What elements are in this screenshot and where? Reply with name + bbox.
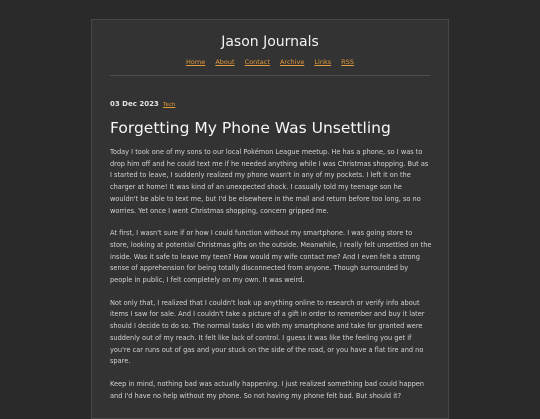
header-divider xyxy=(110,75,430,76)
main-nav xyxy=(92,58,448,66)
post-paragraph: At first, I wasn't sure if or how I could function without my smartphone. I was going store to store, looking at potential Christmas gifts on the outside. Meanwhile, I really felt unsettled on the inside. Was it safe to leave my teen? How would my wife contact me? And I even felt a strong sense of apprehension for being totally disconnected from anyone. Though surrounded by people in public, I felt completely on my own. It was weird. xyxy=(110,229,432,285)
post-meta xyxy=(110,100,175,108)
page-container xyxy=(91,19,449,419)
post-tag-link[interactable]: Tech xyxy=(163,102,176,108)
post-paragraph: Today I took one of my sons to our local Pokémon League meetup. He has a phone, so I was to drop him off and he could text me if he needed anything while I was Christmas shopping. But as I started to leave, I suddenly realized my phone wasn't in any of my pockets. I left it on the charger at home! It was kind of an unexpected shock. I casually told my teenage son he wouldn't be able to text me, but I'd be elsewhere in the mall and return before too long, so no worries. Yet once I went Christmas shopping, concern gripped me. xyxy=(110,148,429,215)
nav-links-link[interactable]: Links xyxy=(314,58,332,66)
nav-archive-link[interactable]: Archive xyxy=(279,58,305,66)
nav-contact-link[interactable]: Contact xyxy=(244,58,270,66)
nav-rss-link[interactable]: RSS xyxy=(341,58,354,66)
nav-home-link[interactable]: Home xyxy=(186,58,206,66)
post-title: Forgetting My Phone Was Unsettling xyxy=(110,119,391,137)
post-paragraph: Keep in mind, nothing bad was actually happening. I just realized something bad could happen and I'd have no help without my phone. So not having my phone felt bad. But should it? xyxy=(110,379,424,400)
post-date: 03 Dec 2023 xyxy=(110,100,159,108)
post-content xyxy=(110,147,432,413)
site-title[interactable]: Jason Journals xyxy=(221,34,319,50)
post-paragraph: Not only that, I realized that I couldn't look up anything online to research or verify info about items I saw for sale. And I couldn't take a picture of a gift in order to remember and buy it later should I decide to do so. The normal tasks I do with my smartphone and take for granted were suddenly out of my reach. It felt like lack of control. I guess it was like the feeling you get if you're car runs out of gas and your stuck on the side of the road, or you have a flat tire and no spare. xyxy=(110,298,425,366)
nav-about-link[interactable]: About xyxy=(215,58,235,66)
